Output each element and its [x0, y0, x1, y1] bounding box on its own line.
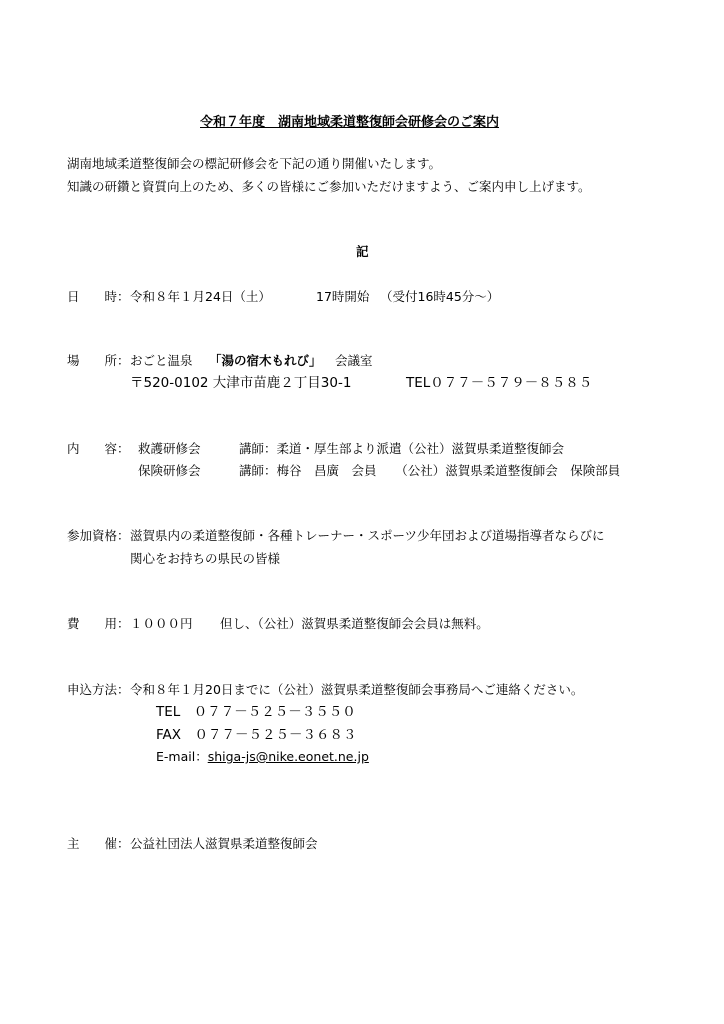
application-email-row: [156, 751, 369, 764]
date-label: 日 時：: [67, 289, 130, 304]
venue-room: 会議室: [335, 353, 373, 368]
organizer-label: 主 催：: [67, 836, 130, 851]
place-prefix: おごと温泉: [130, 353, 206, 368]
venue-tel: TEL０７７－５７９－８５８５: [406, 375, 593, 391]
intro-line-2: 知識の研鑽と資質向上のため、多くの皆様にご参加いただけますよう、ご案内申し上げます。: [67, 179, 591, 194]
eligibility-line-2: 関心をお持ちの県民の皆様: [130, 551, 281, 566]
date-value: 令和８年１月24日（土）: [130, 289, 271, 304]
content-item-name: 保険研修会: [138, 463, 201, 478]
application-tel: TEL ０７７－５２５－３５５０: [156, 704, 356, 720]
venue-address: 〒520-0102 大津市苗鹿２丁目30-1: [130, 375, 352, 391]
fee-note: 但し、（公社）滋賀県柔道整復師会会員は無料。: [220, 616, 489, 631]
fee-amount: １０００円: [130, 616, 193, 631]
content-item-lecturer: 講師：柔道・厚生部より派遣（公社）滋賀県柔道整復師会: [239, 441, 565, 456]
intro-line-1: 湖南地域柔道整復師会の標記研修会を下記の通り開催いたします。: [67, 156, 442, 171]
content-item-lecturer: 講師：梅谷 昌廣 会員 （公社）滋賀県柔道整復師会 保険部員: [239, 463, 621, 478]
eligibility-line-1: 滋賀県内の柔道整復師・各種トレーナー・スポーツ少年団および道場指導者ならびに: [130, 528, 605, 543]
email-label: E-mail：: [156, 749, 208, 764]
venue-name: 「湯の宿木もれび」: [209, 353, 322, 368]
place-label: 場 所：: [67, 353, 130, 368]
reception-time: （受付16時45分～）: [380, 289, 500, 304]
ki-heading: 記: [356, 244, 369, 259]
application-label: 申込方法：: [67, 682, 130, 697]
page-title: 令和７年度 湖南地域柔道整復師会研修会のご案内: [200, 115, 500, 130]
organizer-value: 公益社団法人滋賀県柔道整復師会: [130, 836, 318, 851]
email-link[interactable]: shiga-js@nike.eonet.ne.jp: [207, 749, 369, 764]
start-time: 17時開始: [316, 289, 370, 304]
application-fax: FAX ０７７－５２５－３６８３: [156, 727, 357, 743]
fee-label: 費 用：: [67, 616, 130, 631]
content-item-name: 救護研修会: [138, 441, 201, 456]
application-text: 令和８年１月20日までに（公社）滋賀県柔道整復師会事務局へご連絡ください。: [130, 682, 584, 697]
content-label: 内 容：: [67, 441, 130, 456]
eligibility-label: 参加資格：: [67, 528, 130, 543]
